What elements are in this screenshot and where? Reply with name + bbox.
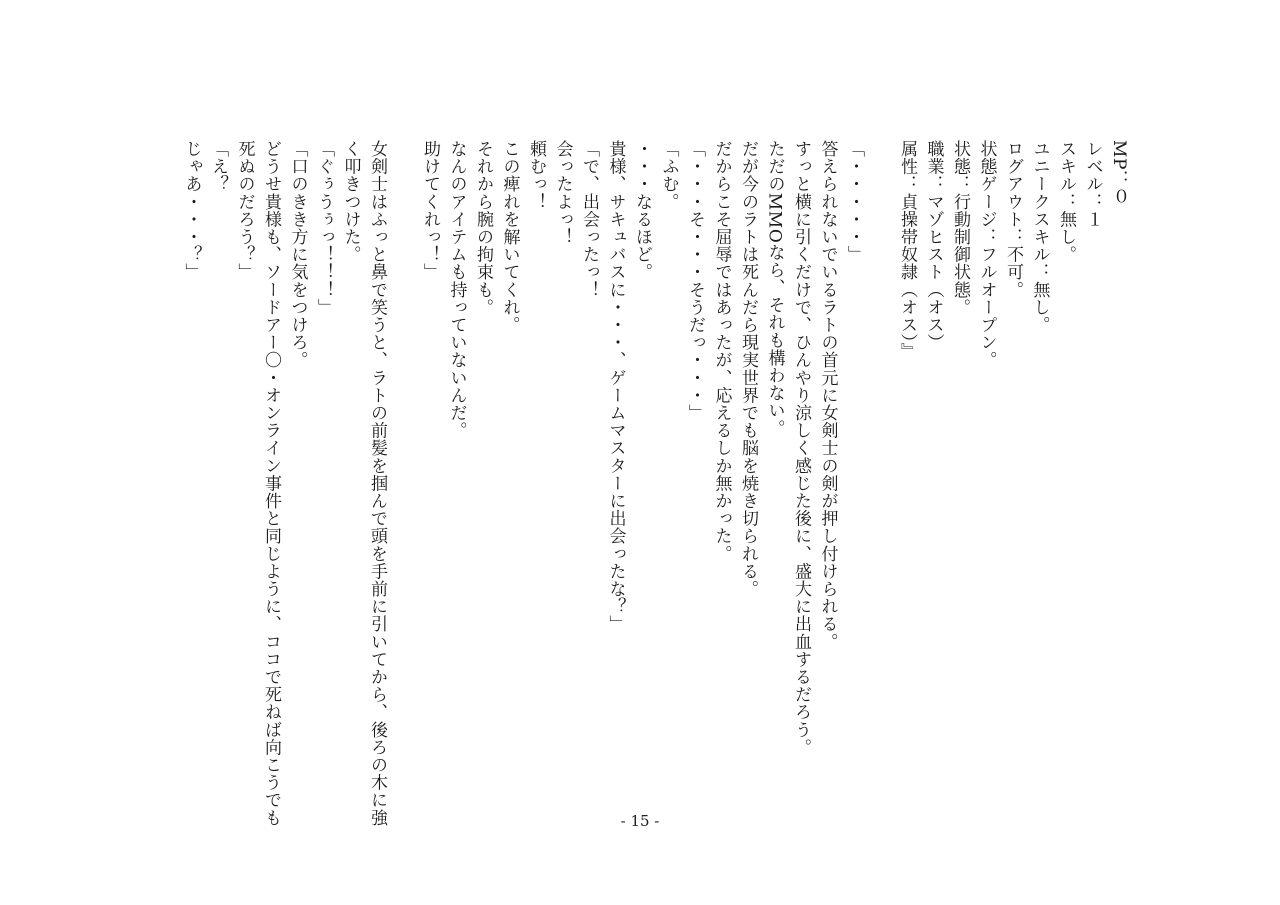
text-line: ただのMMOなら、それも構わない。 (764, 140, 785, 437)
text-line: スキル：無し。 (1056, 140, 1076, 264)
text-line: 「ぐぅうぅっ！！！」 (314, 140, 334, 316)
text-line: 答えられないでいるラトの首元に女剣士の剣が押し付けられる。 (817, 140, 838, 651)
text-line: く叩きつけた。 (340, 140, 361, 264)
text-line: 「ふむ。 (658, 140, 679, 211)
text-line: 貴様、サキュバスに・・・、ゲームマスターに出会ったな？」 (605, 140, 626, 633)
text-line: すっと横に引くだけで、ひんやり涼しく感じた後に、盛大に出血するだろう。 (791, 140, 811, 756)
text-line: じゃあ・・・？」 (181, 140, 202, 281)
text-line: 状態：行動制御状態。 (950, 140, 970, 316)
blank-line (390, 140, 417, 790)
text-line: レベル：１ (1082, 140, 1103, 228)
text-line: だが今のラトは死んだら現実世界でも脳を焼き切られる。 (738, 140, 758, 598)
text-line: 死ぬのだろう？」 (234, 140, 255, 281)
text-line: 頼むっ！ (526, 140, 546, 211)
text-line: 「で、出会ったっ！ (579, 140, 599, 299)
text-line: 「え？ (208, 140, 228, 193)
page-number: - 15 - (620, 812, 660, 830)
text-line: MP：０ (1109, 140, 1129, 206)
text-line: 「・・・そ・・・そうだっ・・・」 (685, 140, 705, 422)
text-line: ・・・なるほど。 (632, 140, 652, 281)
text-line: ユニークスキル：無し。 (1029, 140, 1050, 334)
text-line: 女剣士はふっと鼻で笑うと、ラトの前髪を掴んで頭を手前に引いてから、後ろの木に強 (367, 140, 387, 827)
text-line: ログアウト：不可。 (1003, 140, 1023, 299)
text-line: なんのアイテムも持っていないんだ。 (446, 140, 467, 440)
text-line: 状態ゲージ：フルオープン。 (976, 140, 997, 369)
text-line: この痺れを解いてくれ。 (499, 140, 520, 334)
blank-line (867, 140, 894, 790)
text-line: 属性：貞操帯奴隷（オス）』 (897, 140, 917, 361)
text-line: 助けてくれっ！」 (420, 140, 440, 281)
text-line: 「・・・・・」 (844, 140, 864, 264)
text-line: 会ったよっ！ (552, 140, 573, 246)
text-line: だからこそ屈辱ではあったが、応えるしか無かった。 (711, 140, 732, 563)
text-line: 「口のきき方に気をつけろ。 (287, 140, 308, 369)
text-line: どうせ貴様も、ソードアー〇・オンライン事件と同じように、ココで死ねば向こうでも (261, 140, 281, 827)
text-line: それから腕の拘束も。 (473, 140, 493, 316)
text-line: 職業：マゾヒスト（オス） (923, 140, 944, 352)
